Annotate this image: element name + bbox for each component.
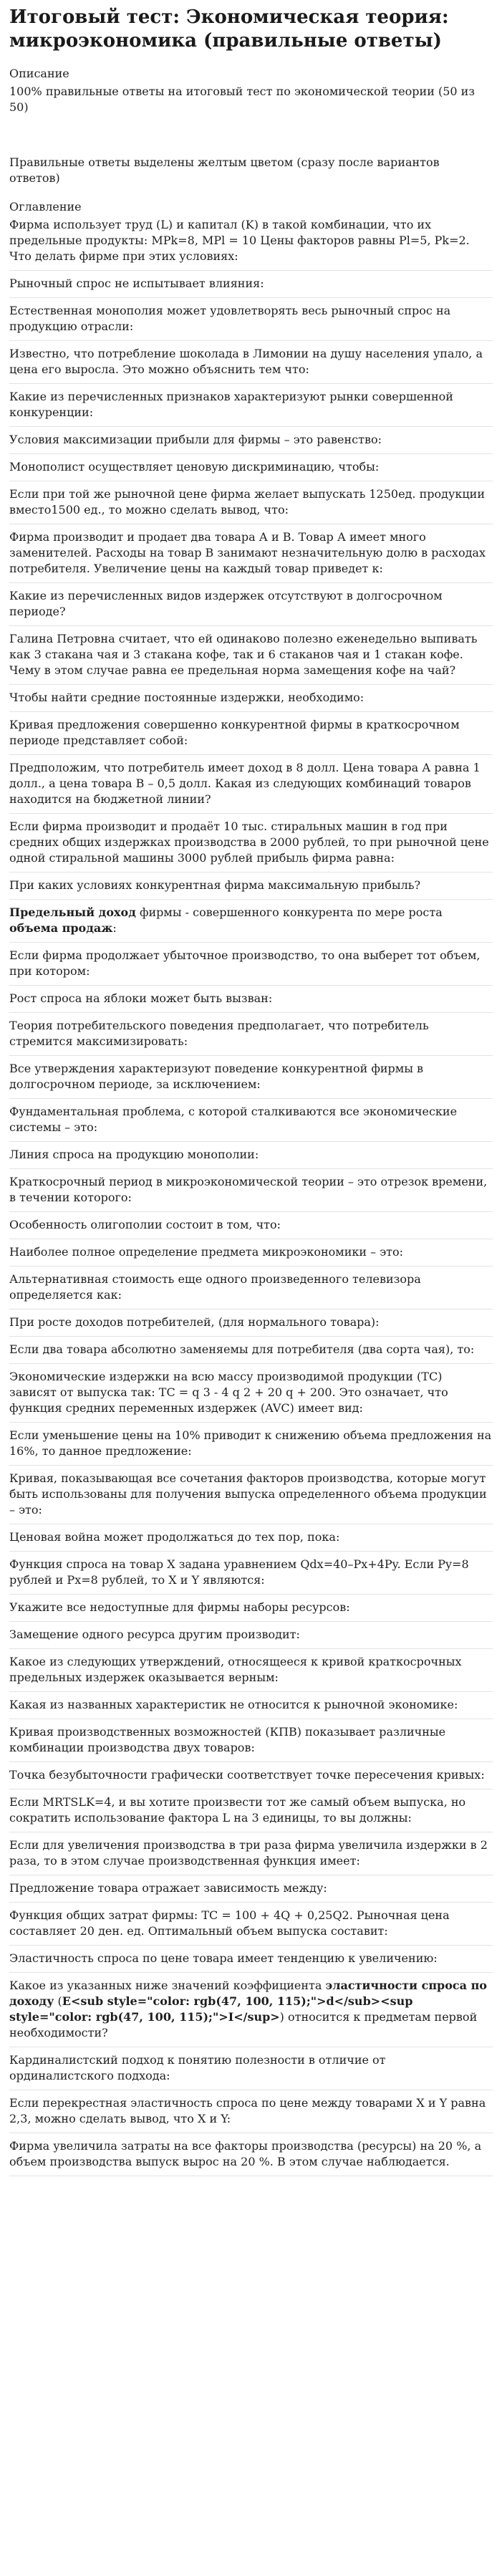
toc-question-link[interactable]: Все утверждения характеризуют поведение конкурентной фирмы в долгосрочном периоде, за исключением: <box>9 1056 493 1099</box>
toc-question-link[interactable]: Условия максимизации прибыли для фирмы – это равенство: <box>9 427 493 454</box>
toc-question-link[interactable]: Наиболее полное определение предмета микроэкономики – это: <box>9 1239 493 1267</box>
spacer <box>9 186 493 199</box>
question-text-fragment: Какое из указанных ниже значений коэффициента <box>9 1979 326 1992</box>
toc-question-link[interactable]: Какая из названных характеристик не относится к рыночной экономике: <box>9 1692 493 1719</box>
toc-question-link[interactable]: Если два товара абсолютно заменяемы для потребителя (два сорта чая), то: <box>9 1337 493 1364</box>
toc-question-link[interactable]: Функция спроса на товар X задана уравнением Qdx=40–Px+4Py. Если Py=8 рублей и Px=8 рублей, то X и Y являются: <box>9 1552 493 1595</box>
toc-question-link[interactable]: Теория потребительского поведения предполагает, что потребитель стремится максимизировать: <box>9 1013 493 1056</box>
question-text-fragment: ) относится к предметам первой необходимости? <box>9 2010 478 2039</box>
toc-question-link[interactable]: Альтернативная стоимость еще одного произведенного телевизора определяется как: <box>9 1267 493 1309</box>
table-of-contents <box>9 217 493 2176</box>
toc-question-link[interactable]: Кривая, показывающая все сочетания факторов производства, которые могут быть использованы для получения выпуска определенного объема продукции – это: <box>9 1466 493 1524</box>
toc-question-link[interactable]: Какие из перечисленных видов издержек отсутствуют в долгосрочном периоде? <box>9 583 493 626</box>
toc-question-link[interactable]: Кривая производственных возможностей (КПВ) показывает различные комбинации производства двух товаров: <box>9 1719 493 1762</box>
question-text-fragment: E<sub style="color: rgb(47, 100, 115);">d</sub><sup style="color: rgb(47, 100, 115);">I</sup> <box>9 1994 413 2024</box>
toc-question-link[interactable]: Фирма увеличила затраты на все факторы производства (ресурсы) на 20 %, а объем производства выпуск вырос на 20 %. В этом случае наблюдается. <box>9 2133 493 2176</box>
toc-question-link[interactable]: Особенность олигополии состоит в том, что: <box>9 1212 493 1239</box>
toc-question-link[interactable]: Естественная монополия может удовлетворять весь рыночный спрос на продукцию отрасли: <box>9 298 493 341</box>
question-text-fragment: ( <box>54 1994 62 2008</box>
description-text: 100% правильные ответы на итоговый тест по экономической теории (50 из 50) <box>9 85 476 114</box>
toc-question-link[interactable]: Если уменьшение цены на 10% приводит к снижению объема предложения на 16%, то данное предложение: <box>9 1423 493 1466</box>
toc-question-link[interactable]: Рыночный спрос не испытывает влияния: <box>9 271 493 298</box>
toc-question-link[interactable]: Предложение товара отражает зависимость между: <box>9 1875 493 1903</box>
toc-question-link[interactable] <box>9 1973 493 2047</box>
toc-question-link[interactable]: Эластичность спроса по цене товара имеет тенденцию к увеличению: <box>9 1946 493 1973</box>
toc-question-link[interactable] <box>9 900 493 943</box>
toc-question-link[interactable]: Известно, что потребление шоколада в Лимонии на душу населения упало, а цена его выросла. Это можно объяснить тем что: <box>9 341 493 384</box>
toc-question-link[interactable]: Если перекрестная эластичность спроса по цене между товарами X и Y равна 2,3, можно сделать вывод, что X и Y: <box>9 2090 493 2133</box>
spacer <box>9 115 493 155</box>
toc-question-link[interactable]: Укажите все недоступные для фирмы наборы ресурсов: <box>9 1595 493 1622</box>
toc-question-link[interactable]: Замещение одного ресурса другим производит: <box>9 1622 493 1649</box>
toc-question-link[interactable]: Предположим, что потребитель имеет доход в 8 долл. Цена товара А равна 1 долл., а цена товара В – 0,5 долл. Какая из следующих комбинаций товаров находится на бюджетной линии? <box>9 755 493 814</box>
toc-question-link[interactable]: Если MRTSLK=4, и вы хотите произвести тот же самый объем выпуска, но сократить использование фактора L на 3 единицы, то вы должны: <box>9 1789 493 1832</box>
toc-question-link[interactable]: Точка безубыточности графически соответствует точке пересечения кривых: <box>9 1762 493 1789</box>
toc-question-link[interactable]: Кривая предложения совершенно конкурентной фирмы в краткосрочном периоде представляет собой: <box>9 712 493 755</box>
toc-question-link[interactable]: Фирма производит и продает два товара А и В. Товар А имеет много заменителей. Расходы на товар В занимают незначительную долю в расходах потребителя. Увеличение цены на каждый товар приведет к: <box>9 524 493 583</box>
toc-question-link[interactable]: Функция общих затрат фирмы: TC = 100 + 4Q + 0,25Q2. Рыночная цена составляет 20 ден. ед. Оптимальный объем выпуска составит: <box>9 1903 493 1946</box>
toc-question-link[interactable]: Фундаментальная проблема, с которой сталкиваются все экономические системы – это: <box>9 1099 493 1142</box>
toc-question-link[interactable]: Какие из перечисленных признаков характеризуют рынки совершенной конкуренции: <box>9 384 493 427</box>
toc-question-link[interactable]: Если при той же рыночной цене фирма желает выпускать 1250ед. продукции вместо1500 ед., то можно сделать вывод, что: <box>9 481 493 524</box>
toc-question-link[interactable]: Экономические издержки на всю массу производимой продукции (ТС) зависят от выпуска так: ТС = q 3 - 4 q 2 + 20 q + 200. Это означает, что функция средних переменных издержек (AVC) имеет вид: <box>9 1364 493 1423</box>
toc-question-link[interactable]: При росте доходов потребителей, (для нормального товара): <box>9 1309 493 1337</box>
highlight-note: Правильные ответы выделены желтым цветом (сразу после вариантов ответов) <box>9 155 440 185</box>
toc-question-link[interactable]: Рост спроса на яблоки может быть вызван: <box>9 986 493 1013</box>
toc-question-link[interactable]: Краткосрочный период в микроэкономической теории – это отрезок времени, в течении которого: <box>9 1169 493 1212</box>
toc-question-link[interactable]: Фирма использует труд (L) и капитал (K) в такой комбинации, что их предельные продукты: MPk=8, MPl = 10 Цены факторов равны Pl=5, Pk=2. Что делать фирме при этих условиях: <box>9 217 493 271</box>
toc-label: Оглавление <box>9 200 82 213</box>
question-text-fragment: : <box>112 921 117 935</box>
question-text-fragment: фирмы - совершенного конкурента по мере роста <box>135 905 443 919</box>
question-text-fragment: эластичности спроса по доходу <box>9 1979 487 2008</box>
toc-question-link[interactable]: Если фирма производит и продаёт 10 тыс. стиральных машин в год при средних общих издержках производства в 2000 рублей, то при рыночной цене одной стиральной машины 3000 рублей прибыль фирма равна: <box>9 814 493 873</box>
question-text-fragment: объема продаж <box>9 921 113 935</box>
toc-question-link[interactable]: Какое из следующих утверждений, относящееся к кривой краткосрочных предельных издержек оказывается верным: <box>9 1649 493 1692</box>
toc-question-link[interactable]: Монополист осуществляет ценовую дискриминацию, чтобы: <box>9 454 493 481</box>
toc-question-link[interactable]: Ценовая война может продолжаться до тех пор, пока: <box>9 1524 493 1552</box>
question-text-fragment: Предельный доход <box>9 905 136 919</box>
toc-question-link[interactable]: Кардиналистский подход к понятию полезности в отличие от ординалистского подхода: <box>9 2047 493 2090</box>
toc-question-link[interactable]: Если для увеличения производства в три раза фирма увеличила издержки в 2 раза, то в этом случае производственная функция имеет: <box>9 1832 493 1875</box>
toc-question-link[interactable]: Галина Петровна считает, что ей одинаково полезно еженедельно выпивать как 3 стакана чая и 3 стакана кофе, так и 6 стаканов чая и 1 стакан кофе. Чему в этом случае равна ее предельная норма замещения кофе на чай? <box>9 626 493 685</box>
toc-question-link[interactable]: При каких условиях конкурентная фирма максимальную прибыль? <box>9 873 493 900</box>
toc-question-link[interactable]: Если фирма продолжает убыточное производство, то она выберет тот объем, при котором: <box>9 943 493 986</box>
page-title: Итоговый тест: Экономическая теория: микроэкономика (правильные ответы) <box>9 6 449 52</box>
toc-question-link[interactable]: Линия спроса на продукцию монополии: <box>9 1142 493 1169</box>
toc-question-link[interactable]: Чтобы найти средние постоянные издержки, необходимо: <box>9 685 493 712</box>
description-label: Описание <box>9 67 69 80</box>
